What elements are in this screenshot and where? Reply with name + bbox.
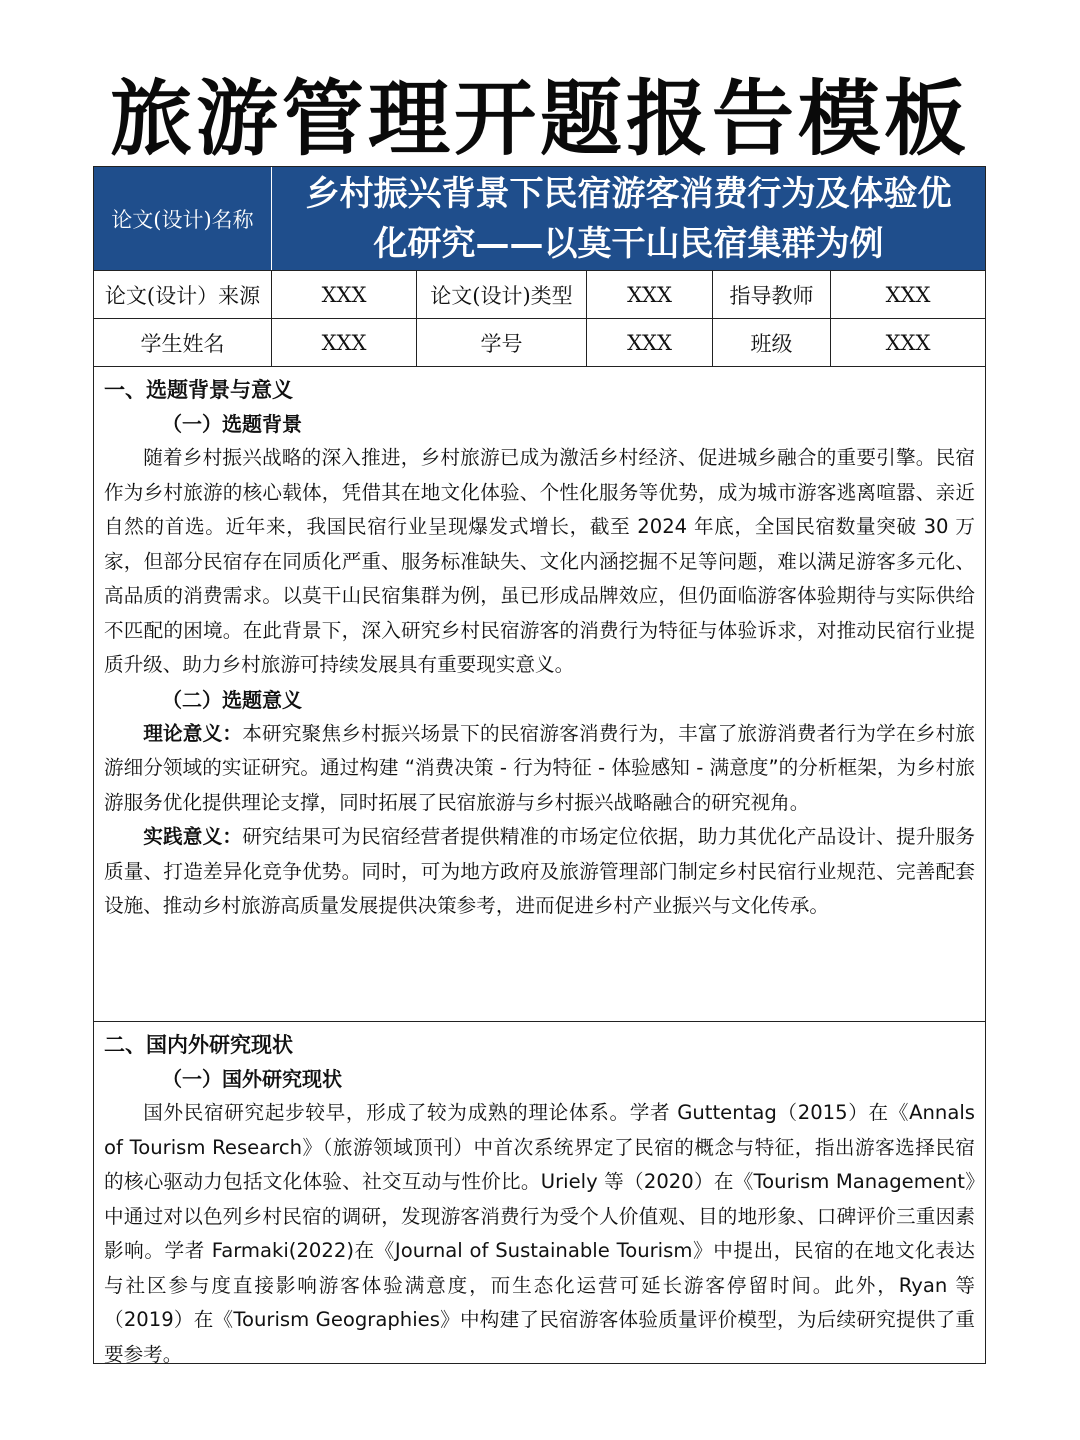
- theory-paragraph: [104, 717, 975, 821]
- type-value: XXX: [587, 271, 713, 318]
- practice-text: 研究结果可为民宿经营者提供精准的市场定位依据，助力其优化产品设计、提升服务质量、打造差异化竞争优势。同时，可为地方政府及旅游管理部门制定乡村民宿行业规范、完善配套设施、推动乡村旅游高质量发展提供决策参考，进而促进乡村产业振兴与文化传承。: [104, 825, 976, 917]
- background-paragraph: 随着乡村振兴战略的深入推进，乡村旅游已成为激活乡村经济、促进城乡融合的重要引擎。民宿作为乡村旅游的核心载体，凭借其在地文化体验、个性化服务等优势，成为城市游客逃离喧嚣、亲近自然的首选。近年来，我国民宿行业呈现爆发式增长，截至 2024 年底，全国民宿数量突破 30 万家，但部分民宿存在同质化严重、服务标准缺失、文化内涵挖掘不足等问题，难以满足游客多元化、高品质的消费需求。以莫干山民宿集群为例，虽已形成品牌效应，但仍面临游客体验期待与实际供给不匹配的困境。在此背景下，深入研究乡村民宿游客的消费行为特征与体验诉求，对推动民宿行业提质升级、助力乡村旅游可持续发展具有重要现实意义。: [104, 446, 975, 676]
- student-name-label: 学生姓名: [94, 319, 272, 366]
- thesis-title-line-2: 化研究——以莫干山民宿集群为例: [373, 223, 884, 264]
- student-id-label: 学号: [417, 319, 587, 366]
- section-1-heading: 一、选题背景与意义: [104, 378, 293, 402]
- source-value: XXX: [272, 271, 417, 318]
- thesis-title-value: [272, 167, 985, 270]
- background-subheading: （一）选题背景: [162, 412, 302, 436]
- page-title: 旅游管理开题报告模板: [109, 72, 970, 167]
- section-research-status: [94, 1022, 985, 1365]
- student-name-value: XXX: [272, 319, 417, 366]
- significance-subheading: （二）选题意义: [162, 687, 302, 712]
- theory-label: 理论意义：: [143, 721, 243, 745]
- advisor-label: 指导教师: [713, 271, 831, 318]
- theory-text: 本研究聚焦乡村振兴场景下的民宿游客消费行为，丰富了旅游消费者行为学在乡村旅游细分领域的实证研究。通过构建 “消费决策 - 行为特征 - 体验感知 - 满意度”的分析框架，为乡村旅游服务优化提供理论支撑，同时拓展了民宿旅游与乡村振兴战略融合的研究视角。: [104, 721, 976, 814]
- practice-label: 实践意义：: [143, 825, 243, 848]
- class-value: XXX: [885, 330, 931, 355]
- class-label: 班级: [713, 319, 831, 366]
- thesis-title-row: [94, 167, 985, 271]
- foreign-status-subheading: （一）国外研究现状: [162, 1067, 342, 1091]
- section-2-heading: 二、国内外研究现状: [104, 1033, 293, 1057]
- info-row-2: [94, 319, 985, 367]
- thesis-title-label: 论文(设计)名称: [94, 167, 272, 270]
- info-row-1: [94, 271, 985, 319]
- proposal-form: [93, 166, 986, 1364]
- advisor-value: XXX: [885, 282, 931, 307]
- thesis-title-line-1: 乡村振兴背景下民宿游客消费行为及体验优: [305, 173, 952, 214]
- practice-paragraph: [104, 820, 975, 924]
- foreign-status-paragraph: 国外民宿研究起步较早，形成了较为成熟的理论体系。学者 Guttentag（2015）在《Annals of Tourism Research》（旅游领域顶刊）中首次系统界定了民宿的概念与特征，指出游客选择民宿的核心驱动力包括文化体验、社交互动与性价比。Uriely 等（2020）在《Tourism Management》中通过对以色列乡村民宿的调研，发现游客消费行为受个人价值观、目的地形象、口碑评价三重因素影响。学者 Farmaki(2022)在《Journal of Sustainable Tourism》中提出，民宿的在地文化表达与社区参与度直接影响游客体验满意度，而生态化运营可延长游客停留时间。此外，Ryan 等（2019）在《Tourism Geographies》中构建了民宿游客体验质量评价模型，为后续研究提供了重要参考。: [104, 1101, 976, 1366]
- type-label: 论文(设计)类型: [417, 271, 587, 318]
- student-id-value: XXX: [587, 319, 713, 366]
- source-label: 论文(设计）来源: [94, 271, 272, 318]
- section-background: [94, 367, 985, 1022]
